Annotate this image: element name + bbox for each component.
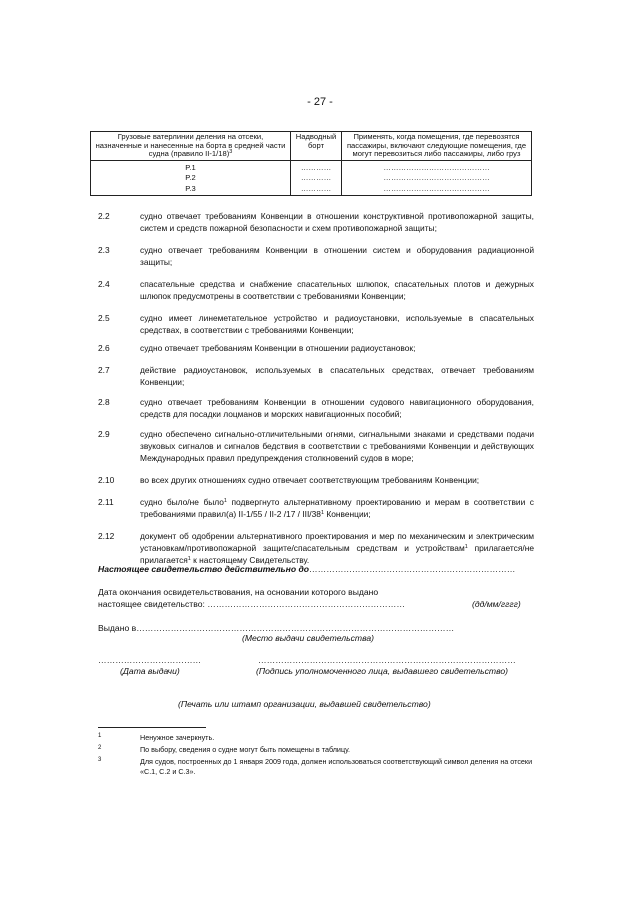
table-cell: …………	[300, 173, 332, 182]
issued-at-line: Выдано в…………………………………………………………………………………………………	[98, 623, 455, 633]
table-cell: P.3	[185, 183, 196, 193]
item-2-11: 2.11 судно было/не было$^1$ подвергнуто альтернативному проектированию и мерам в соответствии с требованиями правил(а) II-1/55 / II-2 /17 / III/$38^1$ Конвенции;	[98, 497, 534, 519]
table-body-row	[91, 160, 532, 196]
table-cell: ……………………………………	[383, 162, 490, 172]
place-of-issue-caption: (Место выдачи свидетельства)	[242, 633, 375, 643]
page-number: - 27 -	[307, 96, 333, 108]
survey-date-line2: настоящее свидетельство: ……………………………………………………………	[98, 599, 405, 609]
footnote-3: 3 Для судов, построенных до 1 января 2009 года, должен использоваться соответствующий символ деления на отсеки «С.1, С.2 и С.3».	[98, 757, 533, 776]
survey-date-line1: Дата окончания освидетельствования, на основании которого выдано	[98, 587, 379, 597]
validity-line: Настоящее свидетельство действительно до………………………………………………………………	[98, 564, 516, 574]
item-2-7: 2.7 действие радиоустановок, используемых в спасательных средствах, отвечает требованиям Конвенции;	[98, 365, 534, 387]
date-format-hint: (дд/мм/гггг)	[472, 599, 521, 609]
item-2-8: 2.8 судно отвечает требованиям Конвенции в отношении судового навигационного оборудования, средств для посадки лоцманов и морских навигационных пособий;	[98, 397, 534, 419]
item-2-5: 2.5 судно имеет линеметательное устройство и радиоустановки, используемые в спасательных средствах, в соответствии с требованиями Конвенции;	[98, 313, 534, 335]
issue-date-dots: ………………………………	[98, 655, 202, 665]
date-of-issue-caption: (Дата выдачи)	[120, 666, 180, 676]
header-spaces: Применять, когда помещения, где перевозятся пассажиры, включают следующие помещения, где могут перевозиться либо пассажиры, либо груз	[342, 132, 532, 161]
item-2-4: 2.4 спасательные средства и снабжение спасательных шлюпок, спасательных плотов и дежурных шлюпок предусмотрены в соответствии с требованиями Конвенции;	[98, 279, 534, 301]
cell-marks	[91, 160, 291, 196]
seal-caption: (Печать или штамп организации, выдавшей свидетельство)	[178, 699, 431, 709]
header-subdivision-load-lines: Грузовые ватерлинии деления на отсеки, назначенные и нанесенные на борта в средней части судна (правило II-1/18)$^3$	[91, 132, 291, 161]
table-cell: ……………………………………	[383, 183, 490, 193]
table-cell: P.2	[185, 173, 196, 182]
cell-freeboards	[291, 160, 342, 196]
signature-dots: ………………………………………………………………………………	[258, 655, 516, 665]
item-2-9: 2.9 судно обеспечено сигнально-отличительными огнями, сигнальными знаками и средствами подачи звуковых сигналов и сигналов бедствия в соответствии с требованиями Конвенции и действующих Международных правил предупреждения столкновений судов в море;	[98, 429, 534, 463]
table-cell: P.1	[185, 162, 196, 172]
subdivision-table	[90, 131, 532, 196]
item-2-12: 2.12 документ об одобрении альтернативного проектирования и мер по механическим и электрическим установкам/противопожарной защите/спасательным средствам и устройствам$^1$ прилагается/не прилагается$^1$ к настоящему Свидетельству.	[98, 531, 534, 565]
footnote-divider	[98, 727, 206, 728]
table-cell: …………	[300, 162, 332, 172]
footnote-2: 2 По выбору, сведения о судне могут быть помещены в таблицу.	[98, 745, 350, 754]
item-2-10: 2.10 во всех других отношениях судно отвечает соответствующим требованиям Конвенции;	[98, 475, 480, 485]
table-cell: ……………………………………	[383, 173, 490, 182]
item-2-2: 2.2 судно отвечает требованиям Конвенции в отношении конструктивной противопожарной защиты, систем и средств пожарной безопасности и схем противопожарной защиты;	[98, 211, 534, 233]
table-cell: …………	[300, 183, 332, 193]
cell-spaces	[342, 160, 532, 196]
item-2-3: 2.3 судно отвечает требованиям Конвенции в отношении систем и оборудования радиационной защиты;	[98, 245, 534, 267]
header-freeboard: Надводный борт	[291, 132, 342, 161]
signature-caption: (Подпись уполномоченного лица, выдавшего свидетельство)	[256, 666, 509, 676]
footnote-1: 1 Ненужное зачеркнуть.	[98, 733, 215, 742]
table-header-row	[91, 132, 532, 161]
item-2-6: 2.6 судно отвечает требованиям Конвенции в отношении радиоустановок;	[98, 343, 416, 353]
